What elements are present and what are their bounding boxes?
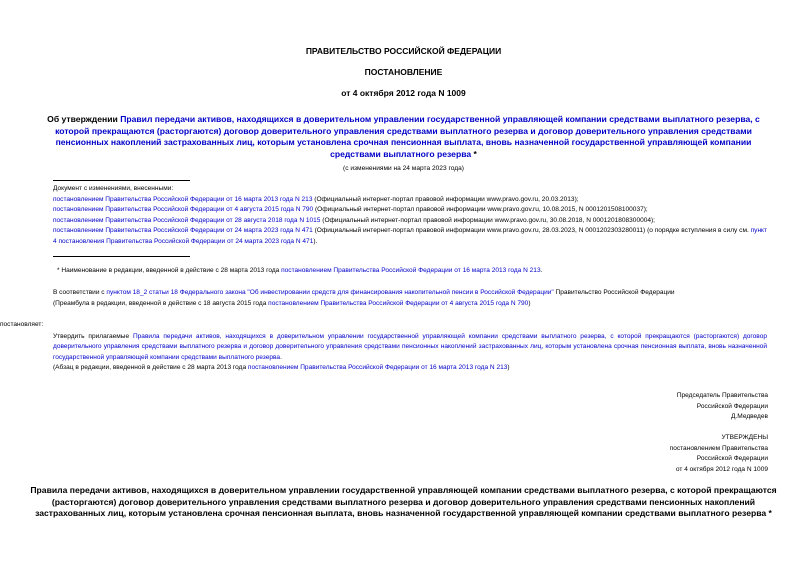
amendment-item [53,226,767,247]
decree-block [0,320,767,374]
amendment-text: (Официальный интернет-портал правовой информации www.pravo.gov.ru, 28.03.2023, N 0001202303280011) (о порядке вступления в силу см. [312,227,751,234]
approval-block [560,433,768,475]
preamble-law-link[interactable]: пунктом 18_2 статьи 18 Федерального закона "Об инвестировании средств для финансирования накопительной пенсии в Российской Федерации" [106,289,554,296]
title-link[interactable]: Правил передачи активов, находящихся в доверительном управлении государственной управляющей компании средствами выплатного резерва, с которой прекращаются (расторгаются) договор доверительного управления средствами выплатного резерва и договор доверительного управления средствами пенсионных накоплений застрахованных лиц, которым установлена срочная пенсионная выплата, вновь назначенной государственной управляющей компании средствами выплатного резерва [55,114,760,159]
amendment-item [53,205,767,216]
preamble-text: В соответствии с [53,289,107,296]
preamble-edit-link[interactable]: постановлением Правительства Российской Федерации от 4 августа 2015 года N 790 [268,299,529,307]
document-title [30,114,777,160]
decree-edit-link[interactable]: постановлением Правительства Российской Федерации от 16 марта 2013 года N 213 [247,364,508,371]
amendment-link[interactable]: постановлением Правительства Российской Федерации от 16 марта 2013 года N 213 [53,195,313,203]
government-heading: ПРАВИТЕЛЬСТВО РОССИЙСКОЙ ФЕДЕРАЦИИ [305,46,502,56]
amendment-link[interactable]: постановлением Правительства Российской Федерации от 4 августа 2015 года N 790 [53,206,314,213]
decree-edit-end: ) [507,364,510,371]
rules-title: Правила передачи активов, находящихся в доверительном управлении государственной управляющей компании средствами выплатного резерва, с которой прекращаются (расторгаются) договор доверительного управления средствами выплатного резерва и договор доверительного управления средствами пенсионных накоплений застрахованных лиц, которым установлена срочная пенсионная выплата, вновь назначенной государственной управляющей компании средствами выплатного резерва * [30,485,777,518]
amendment-text: (Официальный интернет-портал правовой информации www.pravo.gov.ru, 10.08.2015, N 0001201508100037); [313,206,648,213]
footnote [53,266,767,277]
approval-title: УТВЕРЖДЕНЫ [721,434,768,441]
amendment-link-secondary[interactable]: пункт 4 постановления Правительства Российской Федерации от 24 марта 2023 года N 471 [53,227,767,245]
amendment-link[interactable]: постановлением Правительства Российской Федерации от 28 августа 2018 года N 1015 [53,216,321,224]
amendment-text-end: ). [313,237,318,245]
doc-type-heading: ПОСТАНОВЛЕНИЕ [364,67,443,77]
approve-end: . [280,353,282,361]
signature-position: Председатель Правительства [676,392,768,399]
preamble-edit-text: (Преамбула в редакции, введенной в действие с 18 августа 2015 года [53,299,269,307]
amendment-item [53,216,767,227]
amendment-text: (Официальный интернет-портал правовой информации www.pravo.gov.ru, 20.03.2013); [312,195,579,203]
amendments-intro: Документ с изменениями, внесенными: [53,185,174,192]
decree-edit-text: (Абзац в редакции, введенной в действие с 28 марта 2013 года [53,364,248,371]
decides-label: постановляет: [0,321,44,328]
approve-text: Утвердить прилагаемые [53,332,133,340]
approval-line: постановлением Правительства [669,444,768,452]
divider-top [53,180,190,181]
amendment-text: (Официальный интернет-портал правовой информации www.pravo.gov.ru, 30.08.2018, N 0001201808300004); [320,216,656,224]
doc-date-number: от 4 октября 2012 года N 1009 [341,88,466,98]
amendments-block [53,184,767,247]
title-prefix: Об утверждении [47,114,121,124]
signature-country: Российской Федерации [696,402,768,410]
edition-note: (с изменениями на 24 марта 2023 года) [343,165,464,172]
approval-line: Российской Федерации [696,455,768,463]
preamble [53,288,767,309]
footnote-end: . [540,267,543,274]
preamble-edit-end: ) [528,299,531,307]
signature-block [560,391,768,423]
divider-bottom [53,256,190,257]
approval-date: от 4 октября 2012 года N 1009 [675,465,768,473]
footnote-link[interactable]: постановлением Правительства Российской Федерации от 16 марта 2013 года N 213 [281,267,541,274]
title-suffix: * [471,148,477,159]
preamble-text-end: Правительство Российской Федерации [553,289,675,296]
approve-rules-link[interactable]: Правила передачи активов, находящихся в доверительном управлении государственной управляющей компании средствами выплатного резерва, с которой прекращаются (расторгаются) договор доверительного управления средствами выплатного резерва и договор доверительного управления средствами пенсионных накоплений застрахованных лиц, которым установлена срочная пенсионная выплата, вновь назначенной государственной управляющей компании средствами выплатного резерва [53,332,767,361]
amendment-link[interactable]: постановлением Правительства Российской Федерации от 24 марта 2023 года N 471 [53,227,313,234]
amendment-item [53,195,767,206]
footnote-text: * Наименование в редакции, введенной в действие с 28 марта 2013 года [57,267,282,274]
signature-name: Д.Медведев [731,413,768,421]
